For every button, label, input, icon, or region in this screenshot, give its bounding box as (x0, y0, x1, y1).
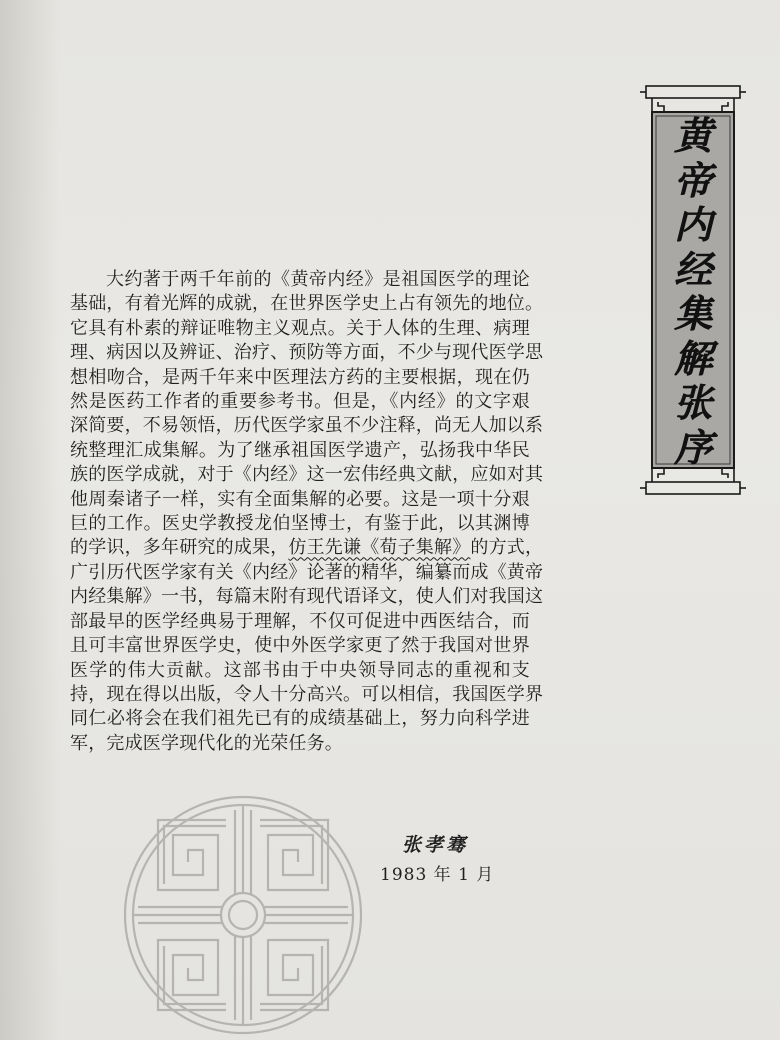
body-line: 想相吻合，是两千年来中医理法方药的主要根据，现在仍 (70, 366, 530, 388)
body-line: 军，完成医学现代化的光荣任务。 (70, 732, 343, 754)
title-char: 序 (673, 424, 712, 470)
title-char: 解 (673, 335, 712, 381)
body-line: 且可丰富世界医学史，使中外医学家更了然于我国对世界 (70, 635, 530, 657)
author-signature: 张孝骞 (401, 834, 468, 856)
title-char: 张 (673, 380, 712, 426)
body-line: 大约著于两千年前的《黄帝内经》是祖国医学的理论 (106, 269, 530, 290)
body-line: 部最早的医学经典易于理解，不仅可促进中西医结合，而 (70, 610, 530, 632)
wavy-underlined-text: 仿王先谦《荀子集解》 (288, 537, 471, 559)
line-text: 的学识，多年研究的成果， (70, 537, 289, 559)
title-char: 黄 (673, 113, 712, 158)
body-line: 族的医学成就，对于《内经》这一宏伟经典文献，应如对其 (70, 464, 544, 486)
title-char: 经 (673, 246, 712, 292)
body-line: 持，现在得以出版，令人十分高兴。可以相信，我国医学界 (70, 683, 544, 705)
body-line: 广引历代医学家有关《内经》论著的精华，编纂而成《黄帝 (70, 561, 544, 583)
body-line: 同仁必将会在我们祖先已有的成绩基础上，努力向科学进 (70, 708, 530, 730)
round-fret-ornament (118, 790, 368, 1040)
body-line: 巨的工作。医史学教授龙伯坚博士，有鉴于此，以其渊博 (70, 513, 530, 535)
body-line: 理、病因以及辨证、治疗、预防等方面，不少与现代医学思 (70, 342, 544, 364)
vertical-title (652, 113, 734, 470)
title-char: 集 (673, 291, 712, 337)
body-line: 它具有朴素的辩证唯物主义观点。关于人体的生理、病理 (70, 317, 530, 339)
title-char: 内 (673, 202, 712, 248)
body-line: 他周秦诸子一样，实有全面集解的必要。这是一项十分艰 (70, 488, 530, 510)
body-line-underlined (70, 536, 544, 560)
body-line: 基础，有着光辉的成就，在世界医学史上占有领先的地位。 (70, 293, 544, 315)
page-gutter-shadow (0, 0, 60, 1040)
line-text: 的方式， (470, 537, 544, 559)
body-line: 内经集解》一书，每篇末附有现代语译文，使人们对我国这 (70, 586, 544, 608)
body-line: 医学的伟大贡献。这部书由于中央领导同志的重视和支 (70, 659, 530, 681)
title-char: 帝 (673, 157, 712, 203)
body-line: 统整理汇成集解。为了继承祖国医学遗产，弘扬我中华民 (70, 439, 530, 461)
preface-body (70, 268, 544, 756)
body-line: 然是医药工作者的重要参考书。但是，《内经》的文字艰 (70, 391, 530, 413)
body-line: 深简要，不易领悟，历代医学家虽不少注释，尚无人加以系 (70, 415, 544, 437)
preface-date: 1983 年 1 月 (380, 865, 495, 885)
